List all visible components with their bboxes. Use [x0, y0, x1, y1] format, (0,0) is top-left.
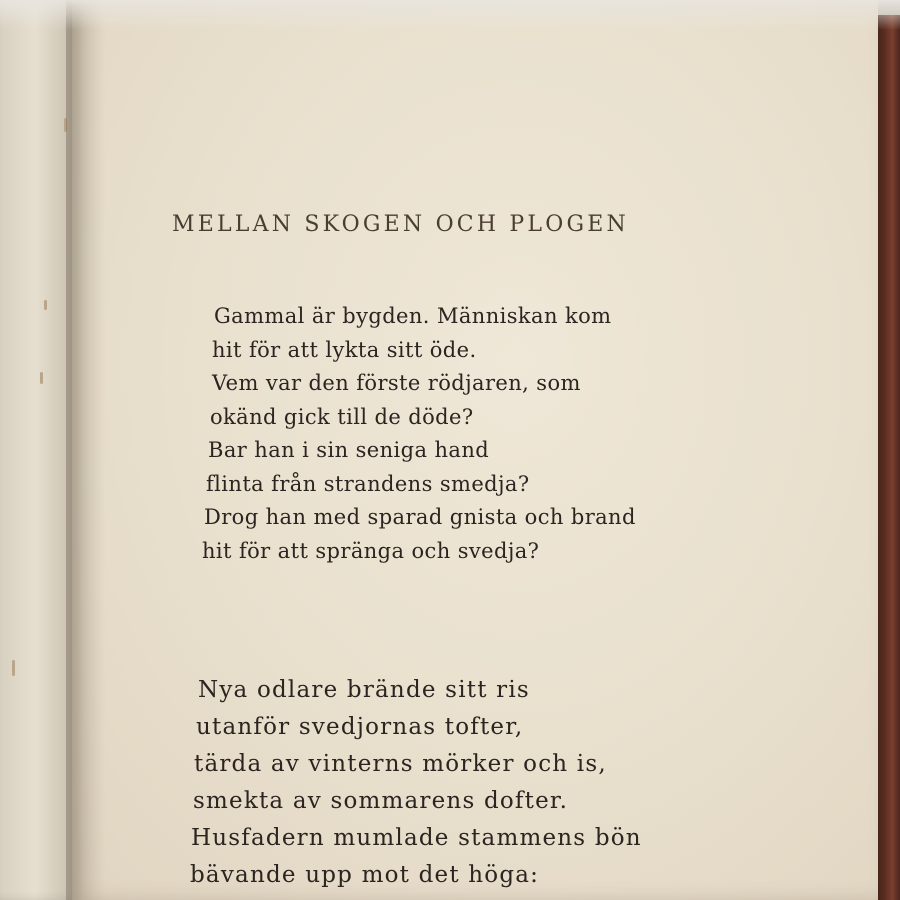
poem-line: bävande upp mot det höga:: [190, 862, 540, 888]
paper-fleck: [44, 300, 47, 310]
paper-fleck: [40, 372, 43, 384]
poem-line: Nya odlare brände sitt ris: [198, 677, 530, 703]
gutter-shadow: [66, 0, 106, 900]
poem-line: hit för att lykta sitt öde.: [212, 337, 477, 362]
paper-fleck: [12, 660, 15, 676]
poem-line: utanför svedjornas tofter,: [196, 714, 524, 740]
poem-line: Vem var den förste rödjaren, som: [212, 371, 581, 395]
poem-title: MELLAN SKOGEN OCH PLOGEN: [172, 212, 629, 237]
poem-line: Drog han med sparad gnista och brand: [204, 505, 636, 529]
stanza-1: [202, 300, 636, 568]
poem-line: tärda av vinterns mörker och is,: [194, 751, 607, 777]
poem-line: Gammal är bygden. Människan kom: [214, 304, 612, 328]
poem-line: Bar han i sin seniga hand: [208, 438, 490, 462]
poem-line: smekta av sommarens dofter.: [193, 788, 569, 814]
poem-line: okänd gick till de döde?: [210, 404, 474, 429]
stanza-2: [190, 672, 642, 894]
poem-line: Husfadern mumlade stammens bön: [191, 825, 642, 851]
poem-line: flinta från strandens smedja?: [206, 471, 530, 496]
top-light: [0, 0, 900, 30]
poem-line: hit för att spränga och svedja?: [202, 538, 540, 563]
